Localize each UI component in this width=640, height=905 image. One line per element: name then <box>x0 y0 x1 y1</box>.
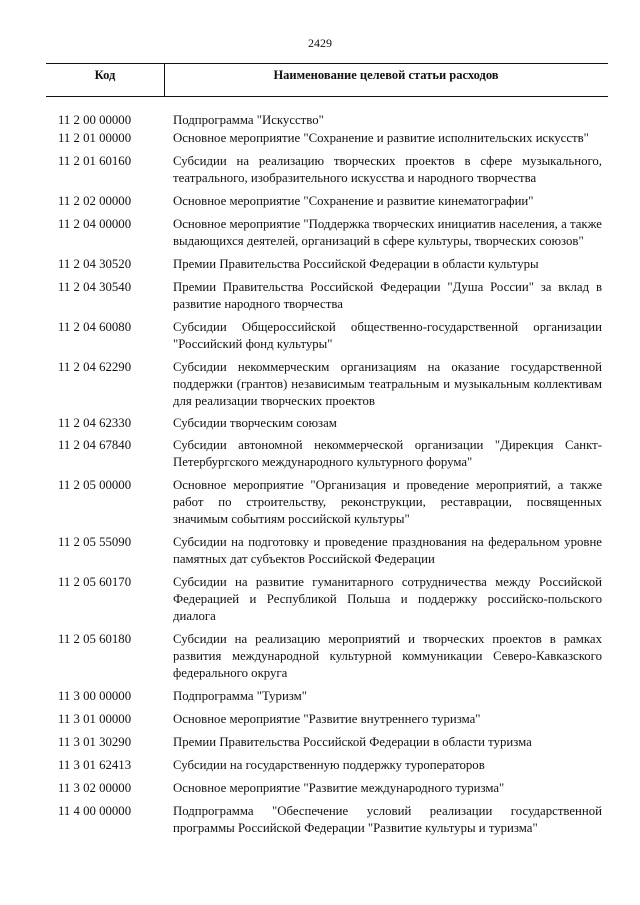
table-row <box>58 415 608 432</box>
row-code: 11 2 02 00000 <box>58 194 132 208</box>
row-code: 11 2 04 30540 <box>58 280 132 294</box>
row-code: 11 2 05 60170 <box>58 575 132 589</box>
row-code: 11 2 00 00000 <box>58 113 132 127</box>
table-header <box>46 63 608 97</box>
row-code: 11 3 01 30290 <box>58 735 132 749</box>
row-name: Субсидии некоммерческим организациям на оказание государственной поддержки (грантов) независимым театральным и музыкальным коллективам для реализации творческих проектов <box>173 360 602 408</box>
table-row <box>58 193 608 210</box>
row-name: Премии Правительства Российской Федерации "Душа России" за вклад в развитие народного творчества <box>173 280 602 311</box>
table-row <box>58 688 608 705</box>
table-row <box>58 153 608 187</box>
row-code: 11 3 02 00000 <box>58 781 132 795</box>
row-code: 11 2 05 00000 <box>58 478 132 492</box>
row-code: 11 3 01 00000 <box>58 712 132 726</box>
row-code: 11 2 04 60080 <box>58 320 132 334</box>
row-code: 11 2 01 60160 <box>58 154 132 168</box>
row-name: Подпрограмма "Туризм" <box>173 689 307 703</box>
row-name: Основное мероприятие "Сохранение и развитие кинематографии" <box>173 194 534 208</box>
row-code: 11 2 04 67840 <box>58 438 132 452</box>
table-row <box>58 757 608 774</box>
name-column-header: Наименование целевой статьи расходов <box>273 67 499 82</box>
row-name: Субсидии Общероссийской общественно-государственной организации "Российский фонд культуры" <box>173 320 602 351</box>
row-code: 11 4 00 00000 <box>58 804 132 818</box>
row-name: Субсидии на реализацию творческих проектов в сфере музыкального, театрального, изобразительного искусства и народного творчества <box>173 154 602 185</box>
table-row <box>58 477 608 528</box>
table-row <box>58 279 608 313</box>
row-name: Субсидии на государственную поддержку туроператоров <box>173 758 485 772</box>
table-row <box>58 130 608 147</box>
table-row <box>58 534 608 568</box>
table-row <box>58 711 608 728</box>
table-row <box>58 437 608 471</box>
page-number: 2429 <box>308 36 332 50</box>
row-code: 11 2 04 30520 <box>58 257 132 271</box>
row-name: Премии Правительства Российской Федерации в области туризма <box>173 735 532 749</box>
table-row <box>58 734 608 751</box>
code-column-header: Код <box>46 64 165 96</box>
row-name: Премии Правительства Российской Федерации в области культуры <box>173 257 539 271</box>
row-name: Субсидии на реализацию мероприятий и творческих проектов в рамках развития международной культурной коммуникации Северо-Кавказского федерального округа <box>173 632 602 680</box>
row-code: 11 2 04 62330 <box>58 416 132 430</box>
table-row <box>58 631 608 682</box>
row-name: Основное мероприятие "Поддержка творческих инициатив населения, а также выдающихся деятелей, организаций в сфере культуры, творческих союзов" <box>173 217 602 248</box>
row-code: 11 3 01 62413 <box>58 758 132 772</box>
table-row <box>58 112 608 129</box>
table-body <box>58 112 608 837</box>
table-row <box>58 574 608 625</box>
row-code: 11 2 04 62290 <box>58 360 132 374</box>
table-row <box>58 216 608 250</box>
row-name: Подпрограмма "Искусство" <box>173 113 324 127</box>
row-code: 11 3 00 00000 <box>58 689 132 703</box>
row-name: Основное мероприятие "Организация и проведение мероприятий, а также работ по строительству, реконструкции, реставрации, посвященных значимым событиям российской культуры" <box>173 478 602 526</box>
row-name: Субсидии на развитие гуманитарного сотрудничества между Российской Федерацией и Республикой Польша и поддержку российско-польского диалога <box>173 575 602 623</box>
table-row <box>58 803 608 837</box>
table-row <box>58 319 608 353</box>
row-name: Основное мероприятие "Сохранение и развитие исполнительских искусств" <box>173 131 589 145</box>
row-code: 11 2 05 55090 <box>58 535 132 549</box>
row-code: 11 2 05 60180 <box>58 632 132 646</box>
row-name: Основное мероприятие "Развитие международного туризма" <box>173 781 505 795</box>
row-code: 11 2 01 00000 <box>58 131 132 145</box>
row-name: Субсидии автономной некоммерческой организации "Дирекция Санкт-Петербургского международного культурного форума" <box>173 438 602 469</box>
row-name: Подпрограмма "Обеспечение условий реализации государственной программы Российской Федерации "Развитие культуры и туризма" <box>173 804 602 835</box>
row-name: Субсидии творческим союзам <box>173 416 337 430</box>
table-row <box>58 256 608 273</box>
table-row <box>58 780 608 797</box>
table-row <box>58 359 608 410</box>
row-name: Основное мероприятие "Развитие внутреннего туризма" <box>173 712 481 726</box>
row-name: Субсидии на подготовку и проведение празднования на федеральном уровне памятных дат субъектов Российской Федерации <box>173 535 602 566</box>
row-code: 11 2 04 00000 <box>58 217 132 231</box>
